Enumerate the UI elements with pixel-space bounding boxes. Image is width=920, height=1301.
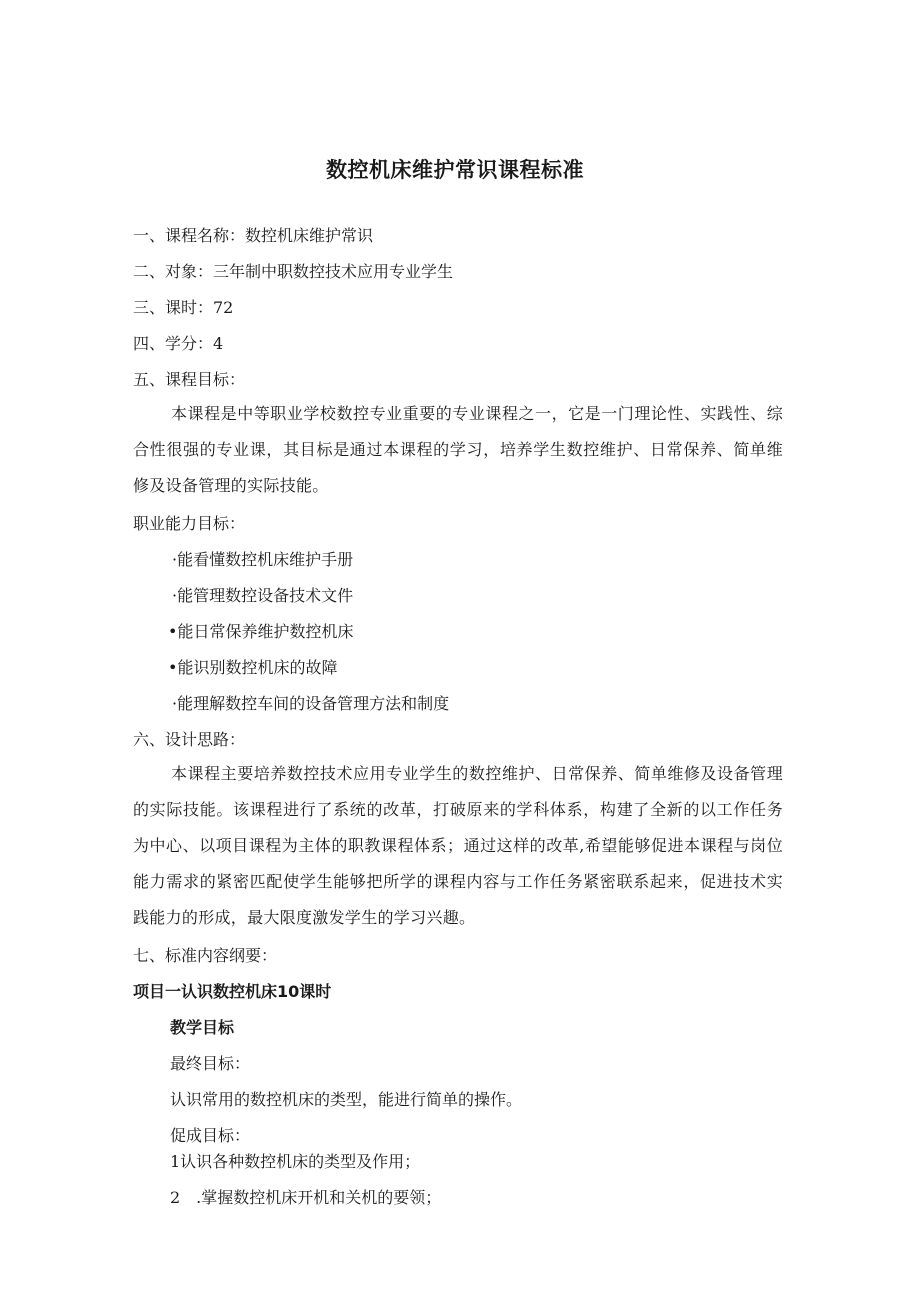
career-goal-item: ·能看懂数控机床维护手册: [172, 550, 354, 569]
career-goal-item: •能日常保养维护数控机床: [168, 622, 354, 641]
course-name-line: 一、课程名称：数控机床维护常识: [133, 226, 374, 245]
final-goal-label: 最终目标：: [170, 1054, 251, 1073]
outline-heading: 七、标准内容纲要：: [133, 946, 278, 965]
career-goals-heading: 职业能力目标：: [133, 514, 246, 533]
career-goal-item: ·能理解数控车间的设备管理方法和制度: [172, 694, 450, 713]
course-credits-line: 四、学分：4: [133, 334, 224, 353]
target-students-line: 二、对象：三年制中职数控技术应用专业学生: [133, 262, 454, 281]
teaching-goal-heading: 教学目标: [170, 1018, 235, 1037]
final-goal-text: 认识常用的数控机床的类型，能进行简单的操作。: [170, 1090, 523, 1109]
objectives-paragraph: 本课程是中等职业学校数控专业重要的专业课程之一，它是一门理论性、实践性、综合性很强的专业课，其目标是通过本课程的学习，培养学生数控维护、日常保养、简单维修及设备管理的实际技能。: [133, 404, 783, 495]
design-heading: 六、设计思路：: [133, 730, 246, 749]
project-heading: 项目一认识数控机床10课时: [133, 982, 332, 1001]
enabling-goal-label: 促成目标：: [170, 1126, 251, 1145]
enabling-goal-item: 1认识各种数控机床的类型及作用；: [170, 1152, 421, 1171]
career-goal-item: ·能管理数控设备技术文件: [172, 586, 354, 605]
career-goal-item: •能识别数控机床的故障: [168, 658, 338, 677]
document-title: 数控机床维护常识课程标准: [326, 158, 584, 182]
objectives-heading: 五、课程目标：: [133, 370, 246, 389]
design-paragraph: 本课程主要培养数控技术应用专业学生的数控维护、日常保养、简单维修及设备管理的实际技能。该课程进行了系统的改革，打破原来的学科体系，构建了全新的以工作任务为中心、以项目课程为主体的职教课程体系；通过这样的改革,希望能够促进本课程与岗位能力需求的紧密匹配使学生能够把所学的课程内容与工作任务紧密联系起来，促进技术实践能力的形成，最大限度激发学生的学习兴趣。: [133, 764, 783, 927]
course-hours-line: 三、课时：72: [133, 298, 234, 317]
enabling-goal-item: 2 .掌握数控机床开机和关机的要领；: [170, 1188, 442, 1207]
